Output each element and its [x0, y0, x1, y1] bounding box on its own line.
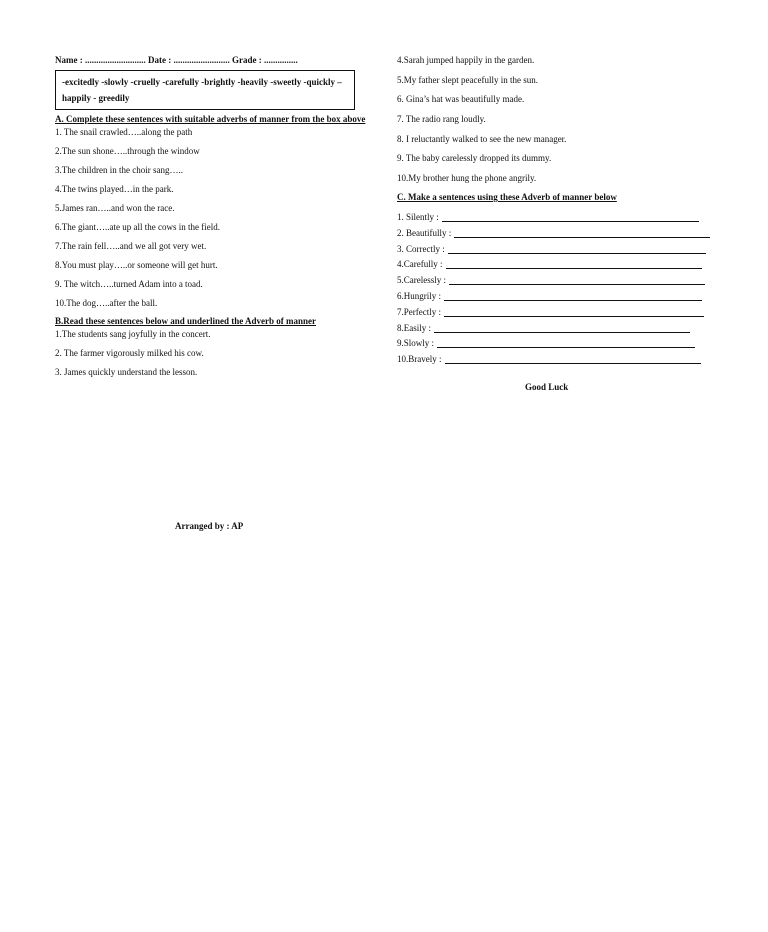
section-a-item: 2.The sun shone…..through the window — [55, 146, 200, 156]
section-c-item — [397, 270, 717, 286]
section-b-item: 1.The students sang joyfully in the concert. — [55, 329, 211, 339]
section-c-heading: C. Make a sentences using these Adverb of manner below — [397, 192, 617, 203]
section-a-item: 5.James ran…..and won the race. — [55, 203, 175, 213]
section-c-item — [397, 334, 717, 350]
section-a-item: 1. The snail crawled…..along the path — [55, 127, 193, 137]
answer-line[interactable] — [442, 221, 699, 222]
section-c-label: 4.Carefully : — [397, 259, 443, 270]
answer-line[interactable] — [449, 284, 705, 285]
section-c-item — [397, 286, 717, 302]
answer-line[interactable] — [434, 332, 690, 333]
section-c-item — [397, 207, 717, 223]
section-c-label: 5.Carelessly : — [397, 275, 446, 286]
answer-line[interactable] — [454, 237, 710, 238]
section-b-item: 6. Gina’s hat was beautifully made. — [397, 94, 525, 105]
section-c-label: 8.Easily : — [397, 322, 431, 333]
section-a-item: 7.The rain fell…..and we all got very wet. — [55, 241, 207, 251]
section-c-label: 9.Slowly : — [397, 338, 435, 349]
section-a-item: 10.The dog…..after the ball. — [55, 298, 158, 308]
right-column — [397, 55, 717, 365]
section-b-item: 8. I reluctantly walked to see the new manager. — [397, 133, 567, 144]
answer-line[interactable] — [448, 253, 706, 254]
adverb-word-box: -excitedly -slowly -cruelly -carefully -brightly -heavily -sweetly -quickly – happily - greedily — [55, 70, 355, 110]
answer-line[interactable] — [444, 316, 704, 317]
arranged-by-text: Arranged by : AP — [175, 521, 244, 531]
section-a-heading: A. Complete these sentences with suitable adverbs of manner from the box above — [55, 114, 366, 124]
section-c-label: 2. Beautifully : — [397, 227, 452, 238]
section-c-label: 6.Hungrily : — [397, 290, 441, 301]
section-c-label: 1. Silently : — [397, 211, 439, 222]
section-c-label: 3. Correctly : — [397, 243, 445, 254]
section-b-item: 7. The radio rang loudly. — [397, 114, 486, 125]
section-b-item: 4.Sarah jumped happily in the garden. — [397, 55, 535, 65]
section-c-item — [397, 302, 717, 318]
answer-line[interactable] — [446, 268, 702, 269]
good-luck-text: Good Luck — [525, 382, 569, 392]
section-b-heading: B.Read these sentences below and underlined the Adverb of manner — [55, 316, 317, 326]
section-a-item: 3.The children in the choir sang….. — [55, 165, 183, 175]
section-c-item — [397, 349, 717, 365]
section-b-item: 9. The baby carelessly dropped its dummy. — [397, 153, 552, 164]
section-c-item — [397, 255, 717, 271]
section-a-item: 9. The witch…..turned Adam into a toad. — [55, 279, 203, 289]
section-a-item: 6.The giant…..ate up all the cows in the field. — [55, 222, 220, 232]
section-c-item — [397, 223, 717, 239]
section-c-item — [397, 239, 717, 255]
section-a-item: 4.The twins played…in the park. — [55, 184, 174, 194]
section-b-item: 5.My father slept peacefully in the sun. — [397, 74, 538, 85]
section-a-item: 8.You must play…..or someone will get hurt. — [55, 260, 218, 270]
section-b-item: 2. The farmer vigorously milked his cow. — [55, 348, 204, 358]
section-b-item: 10.My brother hung the phone angrily. — [397, 173, 537, 184]
section-b-item: 3. James quickly understand the lesson. — [55, 367, 198, 377]
section-c-label: 7.Perfectly : — [397, 306, 441, 317]
left-column — [55, 55, 372, 378]
answer-line[interactable] — [444, 300, 702, 301]
section-c-label: 10.Bravely : — [397, 354, 442, 365]
section-c-item — [397, 318, 717, 334]
answer-line[interactable] — [445, 363, 701, 364]
student-info-header: Name : ........................... Date : ......................... Grade : ............... — [55, 55, 298, 65]
answer-line[interactable] — [437, 347, 695, 348]
